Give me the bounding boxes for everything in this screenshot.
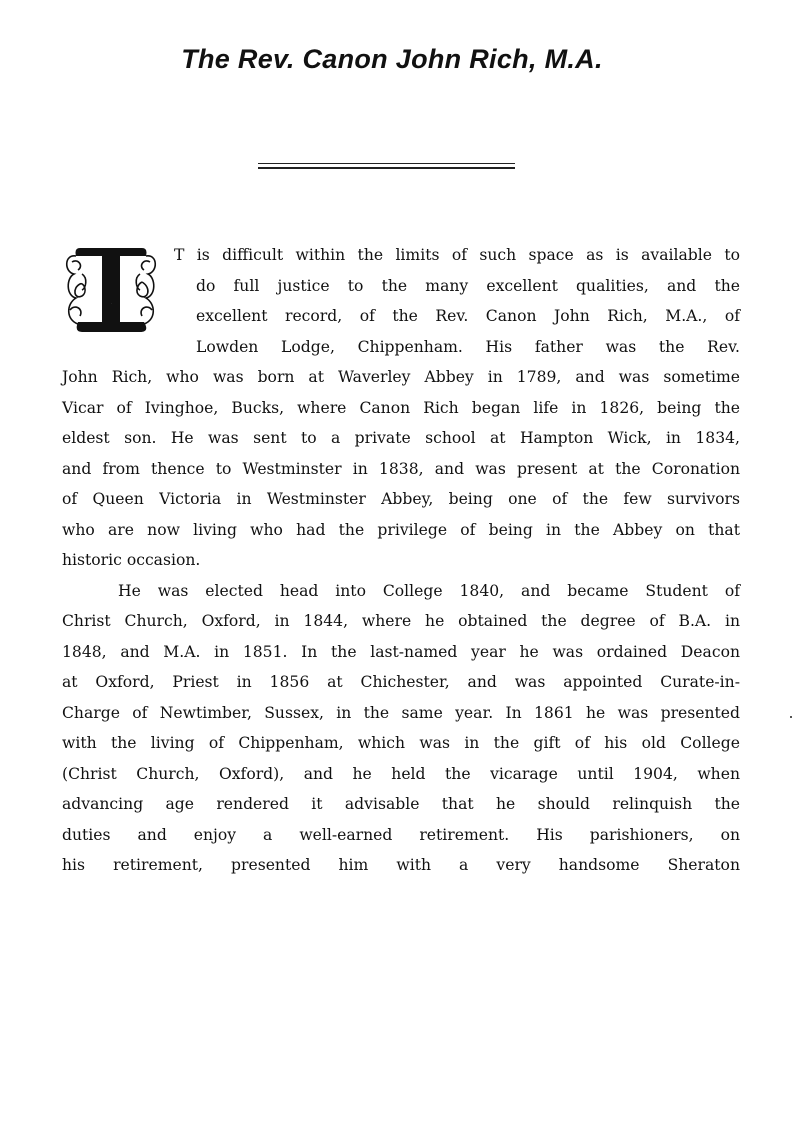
text-line: who are now living who had the privilege of being in the Abbey on that bbox=[62, 521, 740, 539]
text-line: (Christ Church, Oxford), and he held the vicarage until 1904, when bbox=[62, 765, 740, 783]
svg-text:I: I bbox=[111, 304, 112, 305]
text-line: historic occasion. bbox=[62, 551, 201, 569]
page-title: The Rev. Canon John Rich, M.A. bbox=[181, 44, 603, 74]
text-line: duties and enjoy a well-earned retirement. His parishioners, on bbox=[62, 826, 740, 844]
text-line: and from thence to Westminster in 1838, and was present at the Coronation bbox=[62, 460, 740, 478]
text-line: at Oxford, Priest in 1856 at Chichester, and was appointed Curate-in- bbox=[62, 673, 740, 691]
ornamental-drop-cap-i bbox=[62, 244, 160, 336]
text-line: excellent record, of the Rev. Canon John Rich, M.A., of bbox=[196, 307, 740, 325]
text-line: with the living of Chippenham, which was in the gift of his old College bbox=[62, 734, 740, 752]
text-line: of Queen Victoria in Westminster Abbey, being one of the few survivors bbox=[62, 490, 740, 508]
text-line: advancing age rendered it advisable that he should relinquish the bbox=[62, 795, 740, 813]
text-line: eldest son. He was sent to a private school at Hampton Wick, in 1834, bbox=[62, 429, 740, 447]
text-line: He was elected head into College 1840, and became Student of bbox=[118, 582, 740, 600]
text-line: do full justice to the many excellent qualities, and the bbox=[196, 277, 740, 295]
text-line: Vicar of Ivinghoe, Bucks, where Canon Rich began life in 1826, being the bbox=[62, 399, 740, 417]
title-divider bbox=[258, 163, 515, 169]
text-line: John Rich, who was born at Waverley Abbey in 1789, and was sometime bbox=[62, 368, 740, 386]
text-line: T is difficult within the limits of such space as is available to bbox=[174, 246, 740, 264]
text-line: his retirement, presented him with a very handsome Sheraton bbox=[62, 856, 740, 874]
text-line: Lowden Lodge, Chippenham. His father was the Rev. bbox=[196, 338, 740, 356]
scan-speck bbox=[790, 716, 792, 718]
text-line: Charge of Newtimber, Sussex, in the same year. In 1861 he was presented bbox=[62, 704, 740, 722]
text-line: Christ Church, Oxford, in 1844, where he obtained the degree of B.A. in bbox=[62, 612, 740, 630]
text-line: 1848, and M.A. in 1851. In the last-named year he was ordained Deacon bbox=[62, 643, 740, 661]
